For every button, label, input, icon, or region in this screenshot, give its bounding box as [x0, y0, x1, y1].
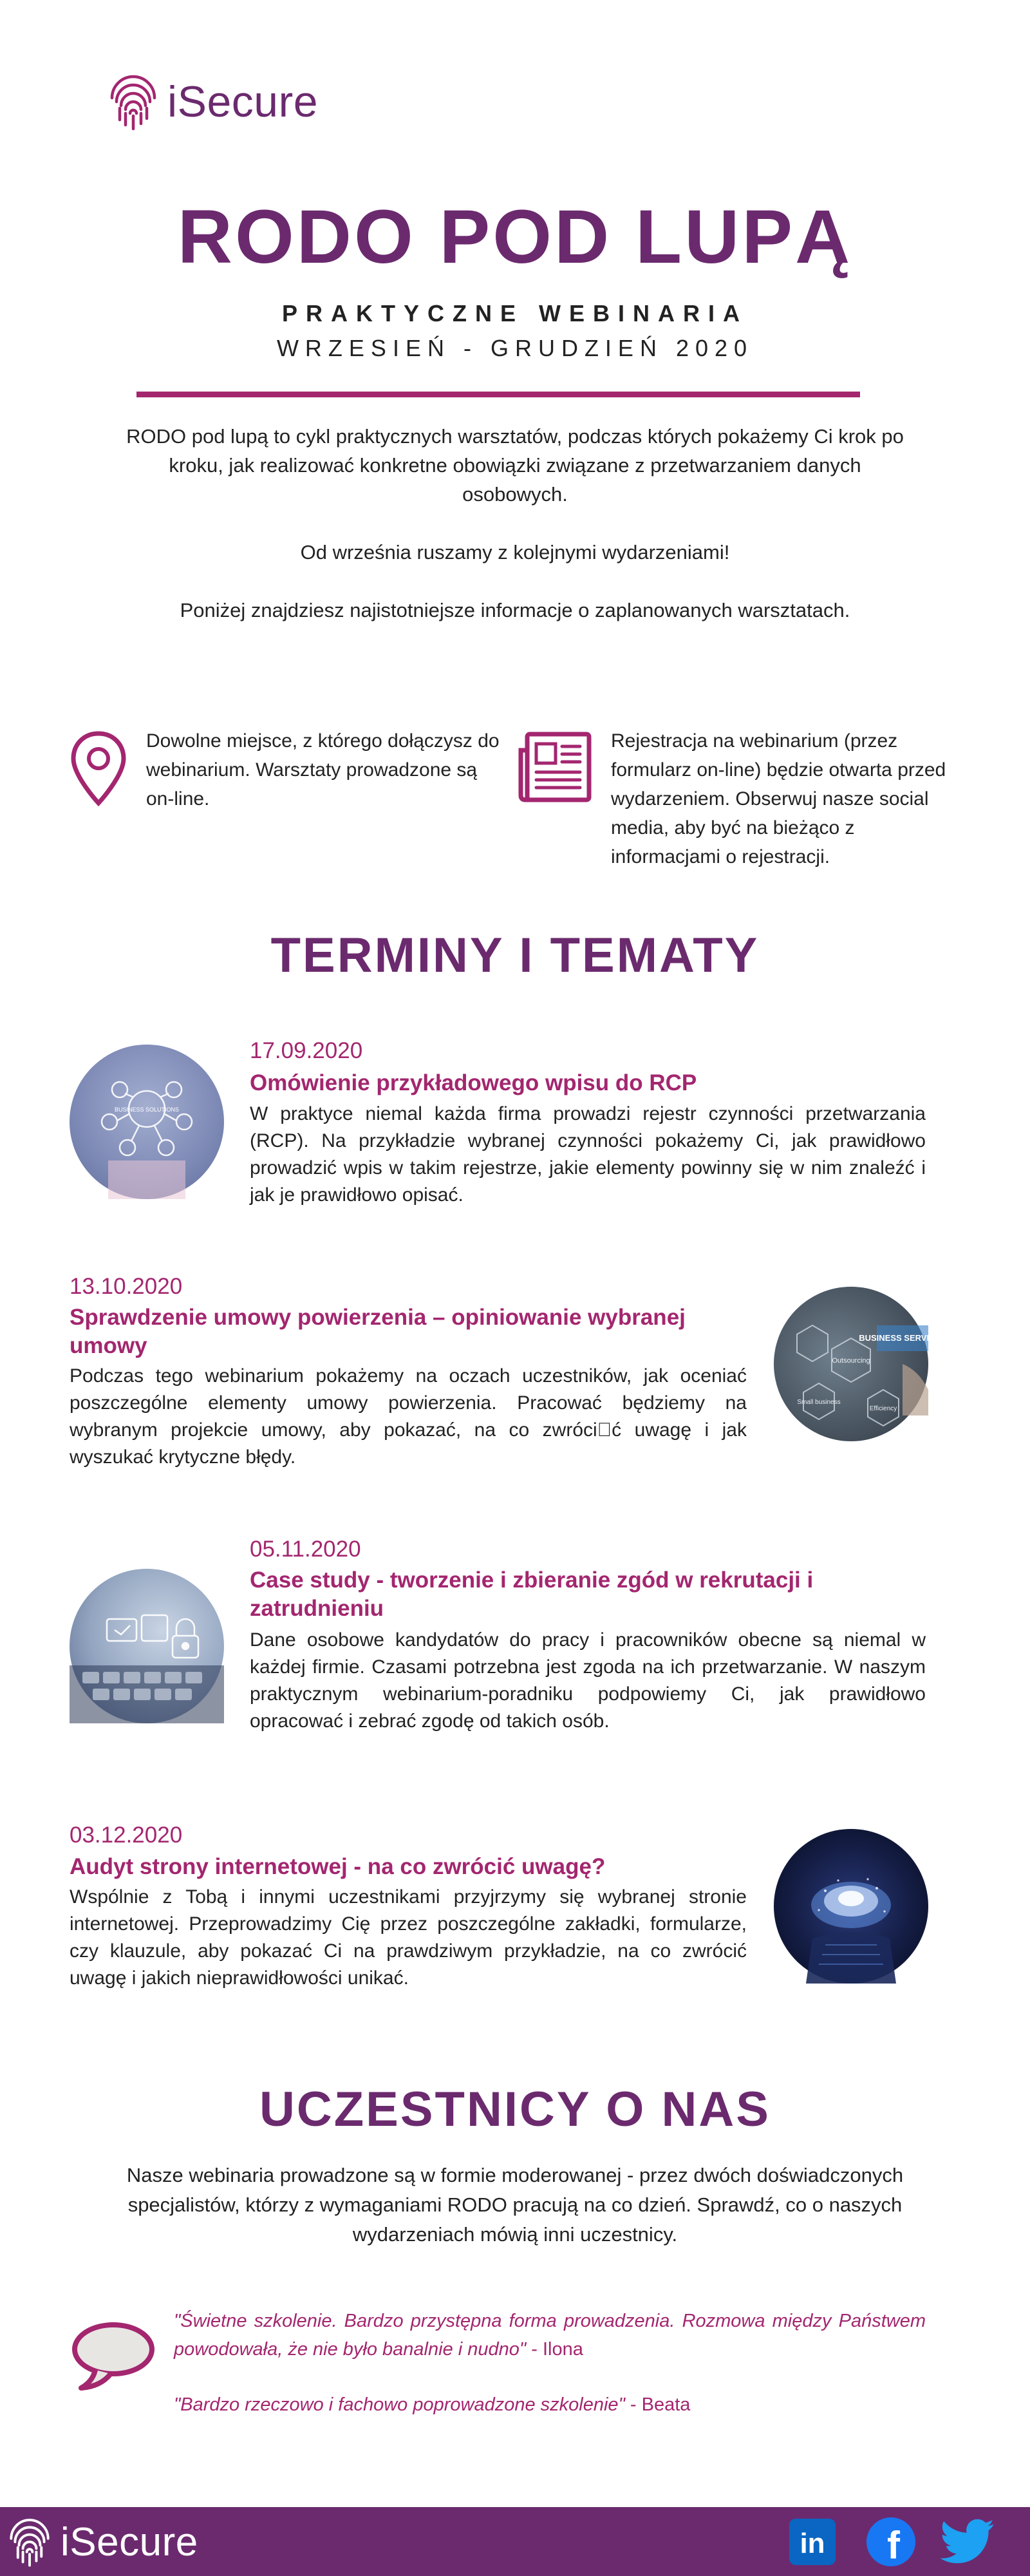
cloud-tech-icon — [774, 1829, 928, 1984]
divider — [136, 392, 860, 397]
registration-info: Rejestracja na webinarium (przez formularz on-line) będzie otwarta przed wydarzeniem. Obserwuj nasze social media, aby być na bieżąco z informacjami o rejestracji. — [611, 730, 946, 867]
security-keyboard-icon — [70, 1569, 224, 1723]
fingerprint-icon — [8, 2516, 52, 2568]
event-description: Dane osobowe kandydatów do pracy i pracowników obecne są niemal w każdej firmie. Czasami potrzebna jest zgoda na ich przetwarzanie. W naszym praktycznym webinarium-poradniku podpowiemy Ci, jak prawidłowo opracować i zebrać zgodę od takich osób. — [250, 1629, 926, 1732]
event-description: Podczas tego webinarium pokażemy na oczach uczestników, jak oceniać poszczególne elementy umowy powierzenia. Pracować będziemy na wybranym projekcie umowy, aby pokazać, na co zwróci􏰀ć uwagę i jak wyszukać krytyczne błędy. — [70, 1365, 747, 1468]
intro-paragraph-1: RODO pod lupą to cykl praktycznych warsztatów, podczas których pokażemy Ci krok po kroku, jak realizować konkretne obowiązki związane z przetwarzaniem danych osobowych. — [126, 425, 904, 506]
newspaper-icon — [517, 731, 593, 803]
testimonials-title: UCZESTNICY O NAS — [259, 2082, 771, 2137]
facebook-icon — [865, 2516, 917, 2568]
event-title: Audyt strony internetowej - na co zwrócić uwagę? — [70, 1854, 606, 1879]
event-date: 05.11.2020 — [250, 1537, 361, 1562]
intro-paragraph-3: Poniżej znajdziesz najistotniejsze informacje o zaplanowanych warsztatach. — [180, 599, 850, 621]
hexagon-diagram-icon — [774, 1287, 946, 1441]
network-icon — [70, 1045, 224, 1199]
date-range: WRZESIEŃ - GRUDZIEŃ 2020 — [276, 335, 754, 361]
intro-paragraph-2: Od września ruszamy z kolejnymi wydarzeniami! — [300, 541, 730, 564]
event-image-3 — [70, 1569, 224, 1723]
event-description: W praktyce niemal każda firma prowadzi rejestr czynności przetwarzania (RCP). Na przykładzie wybranej czynności pokażemy Ci, jak prawidłowo prowadzić wpis w takim rejestrze, jakie elementy powinny się w nim znaleźć i jak je prawidłowo opisać. — [250, 1103, 926, 1206]
footer-logo[interactable] — [8, 2516, 198, 2568]
twitter-icon — [941, 2519, 997, 2565]
testimonials-intro: Nasze webinaria prowadzone są w formie moderowanej - przez dwóch doświadczonych specjalistów, którzy z wymaganiami RODO pracują na co dzień. Sprawdź, co o naszych wydarzeniach mówią inni uczestnicy. — [126, 2164, 904, 2246]
brand-name: iSecure — [167, 77, 319, 126]
testimonial-quote — [174, 2391, 926, 2419]
event-title: Omówienie przykładowego wpisu do RCP — [250, 1070, 697, 1095]
event-image-1-label: BUSINESS SOLUTIONS — [114, 1106, 180, 1113]
location-info: Dowolne miejsce, z którego dołączysz do webinarium. Warsztaty prowadzone są on-line. — [146, 730, 500, 810]
linkedin-link[interactable] — [788, 2517, 837, 2566]
linkedin-icon — [788, 2517, 837, 2566]
event-image-4 — [774, 1829, 928, 1984]
event-date: 03.12.2020 — [70, 1823, 183, 1848]
event-image-2-sub-1: Outsourcing — [832, 1357, 870, 1365]
event-title: Sprawdzenie umowy powierzenia – opiniowanie wybranej umowy — [70, 1305, 686, 1358]
event-image-1 — [70, 1045, 224, 1199]
event-date: 17.09.2020 — [250, 1038, 363, 1063]
testimonial-quote — [174, 2307, 926, 2363]
event-image-2-sub-3: Efficiency — [869, 1405, 897, 1412]
footer-brand-name: iSecure — [61, 2519, 198, 2564]
fingerprint-icon — [108, 72, 158, 131]
schedule-title: TERMINY I TEMATY — [270, 928, 760, 983]
quote-author: - Ilona — [526, 2339, 583, 2360]
quote-author: - Beata — [624, 2394, 691, 2415]
event-image-2-sub-2: Small business — [797, 1399, 841, 1406]
brand-logo[interactable] — [108, 70, 318, 134]
quote-text: "Świetne szkolenie. Bardzo przystępna forma prowadzenia. Rozmowa między Państwem powodowała, że nie było banalnie i nudno" — [174, 2311, 926, 2360]
event-date: 13.10.2020 — [70, 1274, 183, 1299]
intro-text — [122, 422, 908, 654]
location-pin-icon — [70, 730, 127, 807]
page-subtitle: PRAKTYCZNE WEBINARIA — [282, 300, 748, 327]
facebook-label: f — [887, 2524, 900, 2567]
linkedin-label: in — [800, 2528, 825, 2559]
event-image-2-label: BUSINESS SERVICES — [859, 1333, 946, 1343]
event-image-2 — [774, 1287, 946, 1441]
event-title: Case study - tworzenie i zbieranie zgód w rekrutacji i zatrudnieniu — [250, 1567, 814, 1621]
speech-bubble-icon — [70, 2320, 157, 2392]
page-title: RODO POD LUPĄ — [177, 194, 853, 279]
twitter-link[interactable] — [941, 2517, 997, 2566]
footer — [0, 2507, 1030, 2576]
event-description: Wspólnie z Tobą i innymi uczestnikami przyjrzymy się wybranej stronie internetowej. Przeprowadzimy Cię przez poszczególne zakładki, formularze, czy klauzule, aby pokazać Ci na prawdziwym przykładzie, na co zwrócić uwagę i jakich nieprawidłowości unikać. — [70, 1886, 747, 1989]
facebook-link[interactable] — [866, 2517, 915, 2566]
quote-text: "Bardzo rzeczowo i fachowo poprowadzone szkolenie" — [174, 2394, 625, 2415]
